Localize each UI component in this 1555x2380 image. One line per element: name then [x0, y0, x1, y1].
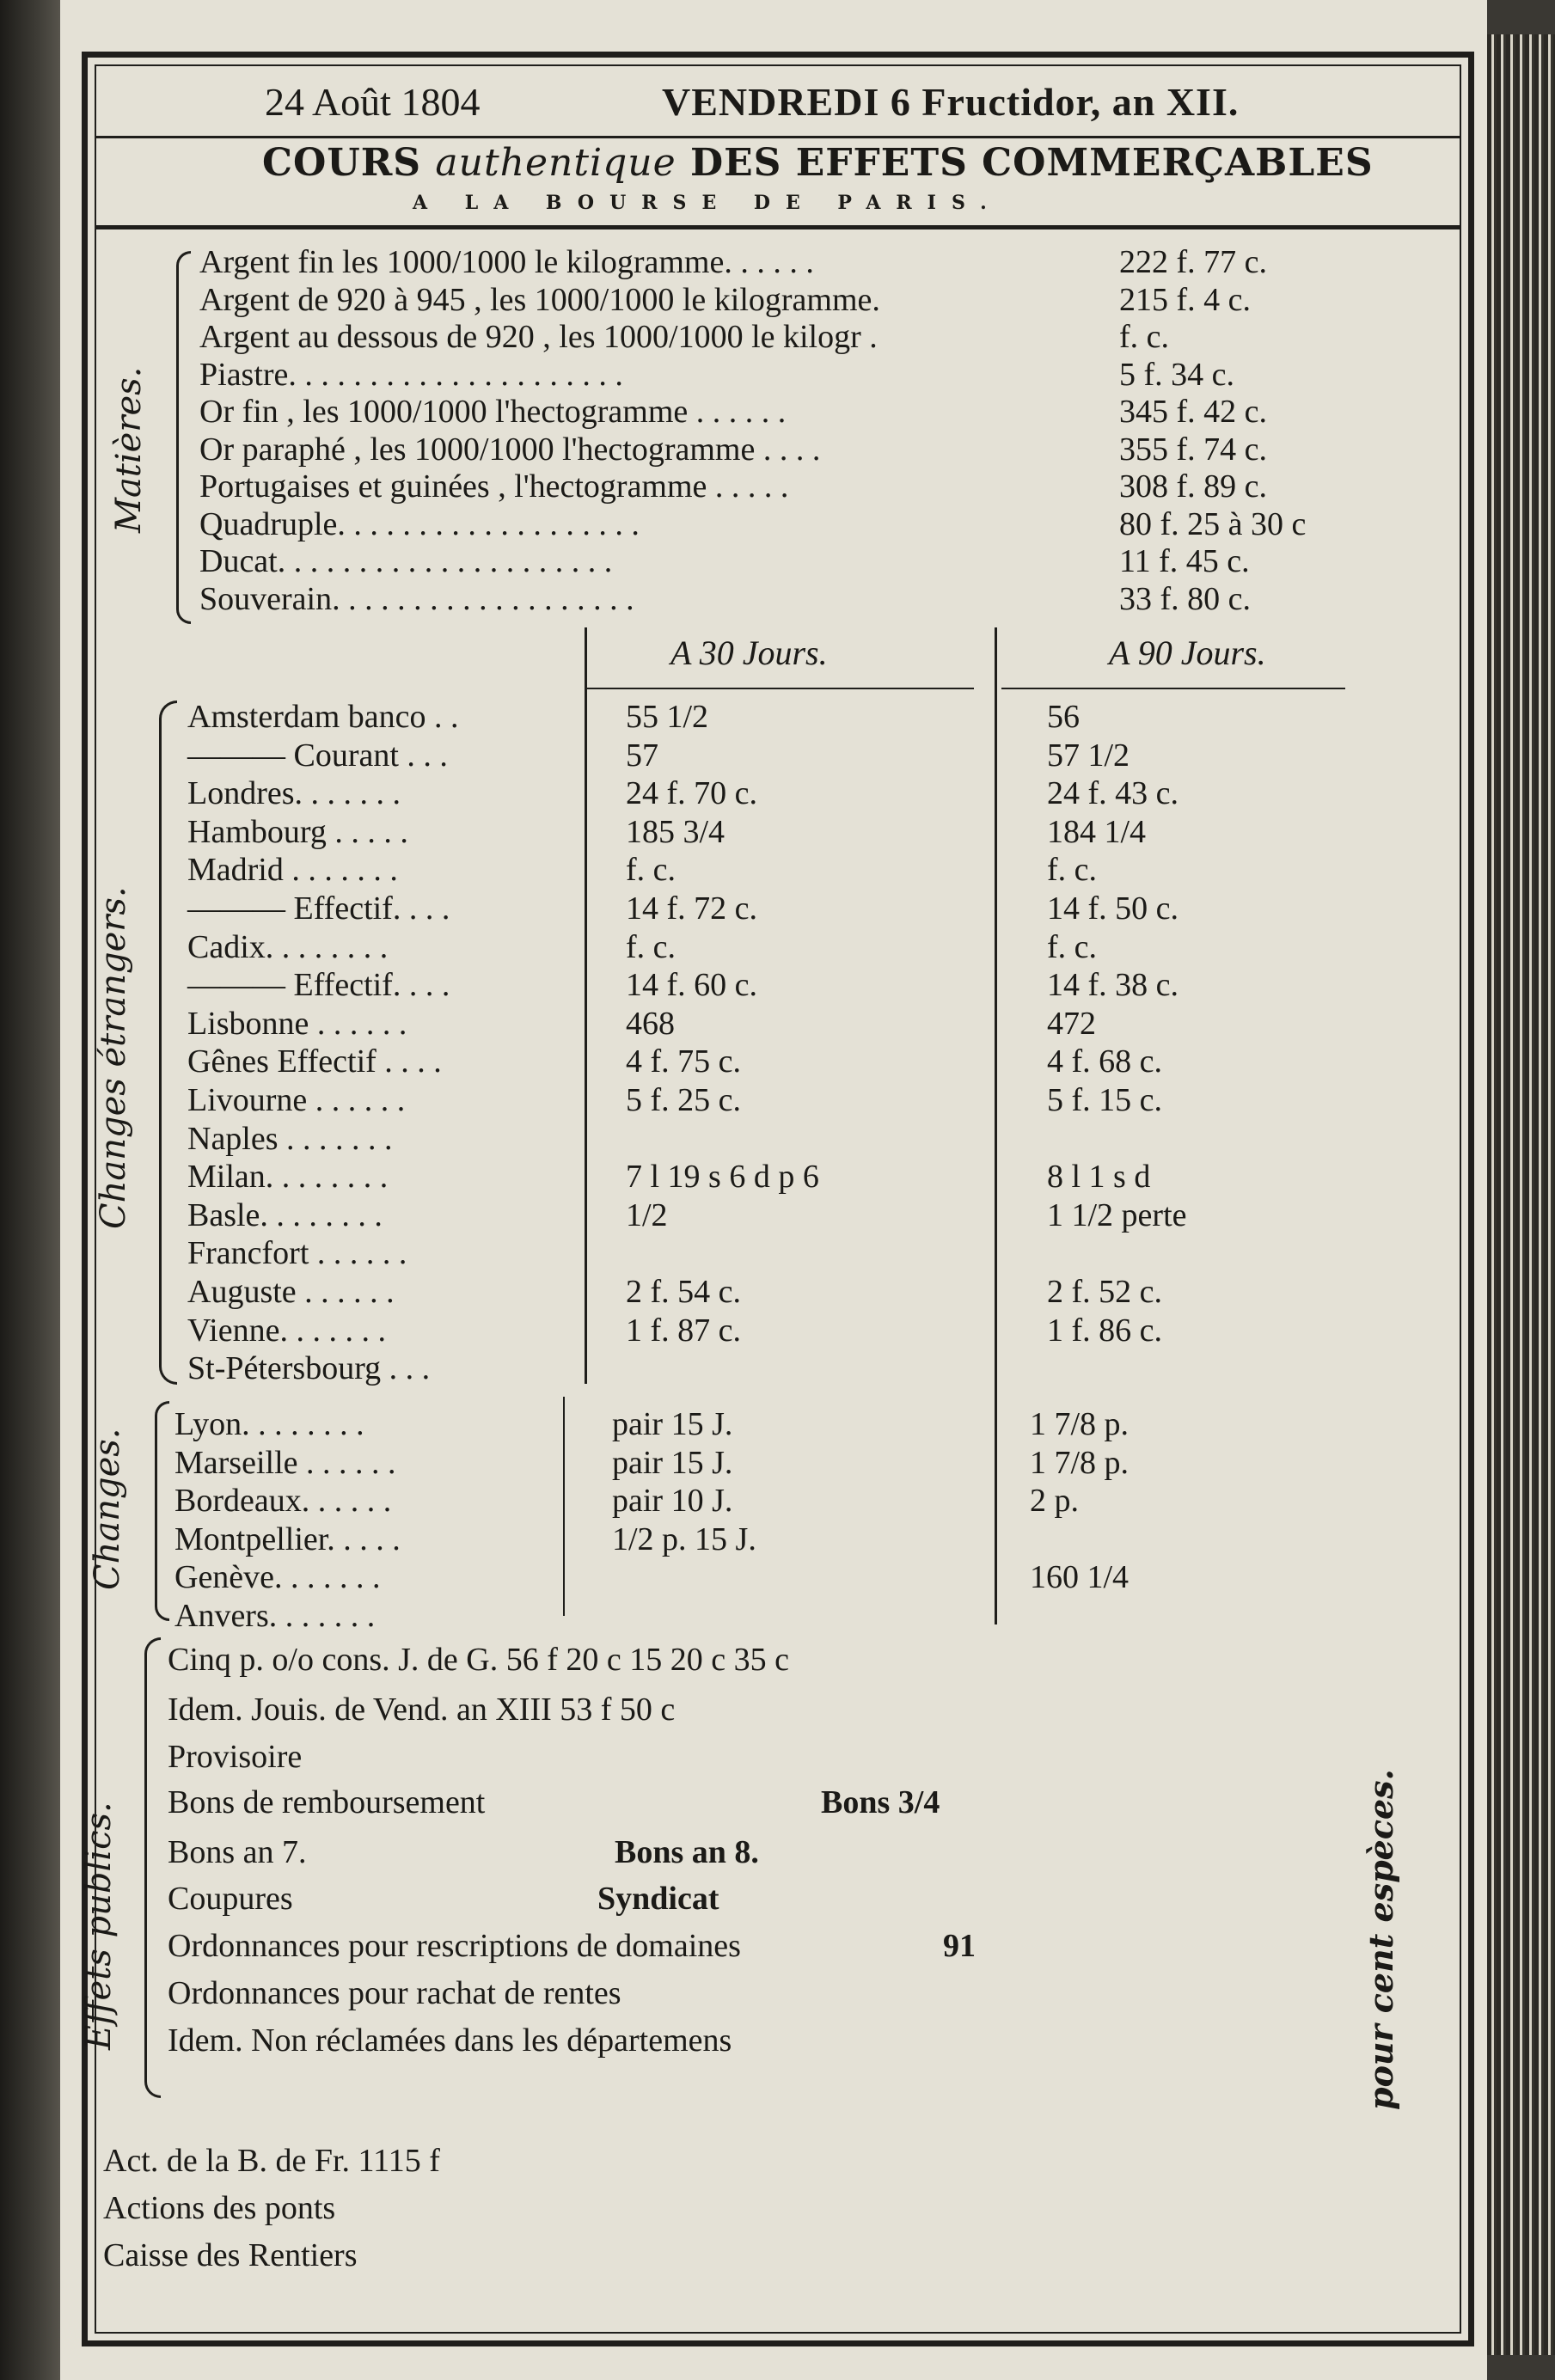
- title-part3: DES EFFETS COMMERÇABLES: [689, 141, 1374, 185]
- matiere-value: 11 f. 45 c.: [1119, 543, 1250, 579]
- change-place: Cadix. . . . . . . .: [187, 928, 389, 965]
- title: [262, 141, 1374, 185]
- matiere-value: 80 f. 25 à 30 c: [1119, 505, 1307, 542]
- change-90-jours: 160 1/4: [1030, 1559, 1130, 1595]
- matiere-value: 345 f. 42 c.: [1119, 394, 1268, 430]
- change-30-jours: 1 f. 87 c.: [626, 1312, 742, 1349]
- change-90-jours: 4 f. 68 c.: [1047, 1043, 1163, 1080]
- matiere-value: 308 f. 89 c.: [1119, 468, 1268, 505]
- matiere-name: Argent fin les 1000/1000 le kilogramme. . . . . .: [199, 244, 814, 280]
- change-place: ——— Effectif. . . .: [187, 890, 450, 927]
- matiere-name: Quadruple. . . . . . . . . . . . . . . . . . .: [199, 505, 640, 542]
- change-90-jours: 184 1/4: [1047, 813, 1147, 850]
- page-edges: [1487, 34, 1555, 2355]
- effet-public-extra: Bons 3/4: [821, 1784, 940, 1820]
- matiere-name: Argent au dessous de 920 , les 1000/1000 le kilogr .: [199, 319, 878, 355]
- matieres-brace: [176, 251, 191, 624]
- change-place: Amsterdam banco . .: [187, 699, 459, 735]
- effet-public-name: Bons de remboursement: [168, 1784, 486, 1820]
- header-rule-1: [96, 136, 1460, 138]
- column-divider-right: [995, 627, 997, 1624]
- change-place: Francfort . . . . . .: [187, 1235, 407, 1272]
- column-divider-left: [585, 627, 587, 1384]
- change-30-jours: pair 15 J.: [612, 1406, 733, 1442]
- effets-publics-brace: [144, 1637, 161, 2098]
- changes-brace: [155, 1401, 169, 1621]
- effet-public-name: Ordonnances pour rachat de rentes: [168, 1975, 621, 2011]
- effet-public-extra: 91: [943, 1928, 976, 1964]
- change-90-jours: 24 f. 43 c.: [1047, 775, 1179, 812]
- matiere-name: Souverain. . . . . . . . . . . . . . . . . . .: [199, 580, 634, 617]
- matieres-label: Matières.: [109, 366, 149, 533]
- change-place: Basle. . . . . . . .: [187, 1196, 383, 1233]
- changes-etrangers-brace: [159, 701, 177, 1385]
- change-place: Gênes Effectif . . . .: [187, 1043, 442, 1080]
- change-90-jours: 57 1/2: [1047, 737, 1130, 774]
- change-place: Lisbonne . . . . . .: [187, 1005, 407, 1042]
- matiere-name: Ducat. . . . . . . . . . . . . . . . . . . . .: [199, 543, 613, 579]
- change-90-jours: 5 f. 15 c.: [1047, 1082, 1163, 1118]
- change-30-jours: 57: [626, 737, 658, 774]
- change-30-jours: 7 l 19 s 6 d p 6: [626, 1159, 819, 1196]
- change-30-jours: 1/2: [626, 1196, 668, 1233]
- change-place: Hambourg . . . . .: [187, 813, 408, 850]
- change-30-jours: 5 f. 25 c.: [626, 1082, 742, 1118]
- change-90-jours: 2 p.: [1030, 1483, 1079, 1519]
- subtitle: A LA BOURSE DE PARIS.: [413, 192, 1002, 214]
- matiere-name: Portugaises et guinées , l'hectogramme . . . . .: [199, 468, 789, 505]
- change-place: Londres. . . . . . .: [187, 775, 401, 812]
- matiere-value: 33 f. 80 c.: [1119, 580, 1252, 617]
- change-30-jours: f. c.: [626, 928, 676, 965]
- effet-public-extra: Bons an 8.: [615, 1834, 759, 1870]
- change-place: Montpellier. . . . .: [174, 1520, 401, 1557]
- change-90-jours: 14 f. 38 c.: [1047, 967, 1179, 1004]
- change-30-jours: f. c.: [626, 852, 676, 889]
- date: 24 Août 1804: [265, 80, 481, 124]
- change-place: Livourne . . . . . .: [187, 1082, 406, 1118]
- change-place: Genève. . . . . . .: [174, 1559, 381, 1595]
- matiere-value: 355 f. 74 c.: [1119, 431, 1268, 468]
- effet-public-name: Cinq p. o/o cons. J. de G. 56 f 20 c 15 20 c 35 c: [168, 1642, 789, 1678]
- change-place: Milan. . . . . . . .: [187, 1159, 389, 1196]
- col90-header: A 90 Jours.: [1109, 633, 1266, 672]
- changes-etrangers-label: Changes étrangers.: [94, 886, 133, 1229]
- matiere-name: Argent de 920 à 945 , les 1000/1000 le kilogramme.: [199, 281, 880, 318]
- header-rule-2: [96, 225, 1460, 229]
- change-30-jours: 2 f. 54 c.: [626, 1274, 742, 1310]
- footer-item: Actions des ponts: [103, 2190, 336, 2226]
- effet-public-name: Provisoire: [168, 1739, 303, 1775]
- matiere-name: Piastre. . . . . . . . . . . . . . . . . . . . .: [199, 356, 623, 393]
- col30-header: A 30 Jours.: [670, 633, 828, 672]
- effet-public-extra: Syndicat: [597, 1881, 719, 1917]
- republican-date: VENDREDI 6 Fructidor, an XII.: [662, 80, 1240, 124]
- effet-public-name: Coupures: [168, 1881, 293, 1917]
- effet-public-name: Idem. Non réclamées dans les départemens: [168, 2022, 732, 2059]
- change-place: ——— Courant . . .: [187, 737, 448, 774]
- change-30-jours: 14 f. 72 c.: [626, 890, 758, 927]
- change-30-jours: 185 3/4: [626, 813, 725, 850]
- effets-side-note: pour cent espèces.: [1362, 1769, 1400, 2110]
- change-30-jours: 4 f. 75 c.: [626, 1043, 742, 1080]
- change-place: Anvers. . . . . . .: [174, 1597, 376, 1634]
- title-part1: COURS: [262, 141, 422, 185]
- change-90-jours: 1 1/2 perte: [1047, 1196, 1187, 1233]
- change-place: Vienne. . . . . . .: [187, 1312, 386, 1349]
- change-place: Naples . . . . . . .: [187, 1120, 393, 1157]
- change-90-jours: 2 f. 52 c.: [1047, 1274, 1163, 1310]
- change-30-jours: 24 f. 70 c.: [626, 775, 758, 812]
- change-30-jours: 14 f. 60 c.: [626, 967, 758, 1004]
- change-place: St-Pétersbourg . . .: [187, 1350, 431, 1387]
- change-30-jours: 468: [626, 1005, 675, 1042]
- col90-rule: [1001, 688, 1345, 689]
- matiere-value: 215 f. 4 c.: [1119, 281, 1252, 318]
- effet-public-name: Idem. Jouis. de Vend. an XIII 53 f 50 c: [168, 1692, 676, 1728]
- matiere-value: 222 f. 77 c.: [1119, 244, 1268, 280]
- change-90-jours: 1 7/8 p.: [1030, 1444, 1130, 1481]
- effet-public-name: Ordonnances pour rescriptions de domaines: [168, 1928, 741, 1964]
- change-place: Bordeaux. . . . . .: [174, 1483, 392, 1519]
- change-30-jours: 55 1/2: [626, 699, 709, 735]
- change-place: Madrid . . . . . . .: [187, 852, 398, 889]
- changes-divider: [563, 1397, 565, 1616]
- change-90-jours: 1 7/8 p.: [1030, 1406, 1130, 1442]
- effets-publics-label: Effets publics.: [79, 1802, 119, 2050]
- matiere-name: Or fin , les 1000/1000 l'hectogramme . . . . . .: [199, 394, 787, 430]
- footer-item: Act. de la B. de Fr. 1115 f: [103, 2143, 440, 2179]
- change-90-jours: 56: [1047, 699, 1080, 735]
- title-part2: authentique: [435, 141, 676, 185]
- changes-label: Changes.: [88, 1428, 127, 1590]
- change-90-jours: 8 l 1 s d: [1047, 1159, 1151, 1196]
- change-90-jours: f. c.: [1047, 928, 1098, 965]
- change-90-jours: 14 f. 50 c.: [1047, 890, 1179, 927]
- matiere-name: Or paraphé , les 1000/1000 l'hectogramme . . . .: [199, 431, 821, 468]
- change-30-jours: 1/2 p. 15 J.: [612, 1520, 756, 1557]
- effet-public-name: Bons an 7.: [168, 1834, 307, 1870]
- change-place: Marseille . . . . . .: [174, 1444, 396, 1481]
- change-90-jours: f. c.: [1047, 852, 1098, 889]
- change-90-jours: 472: [1047, 1005, 1096, 1042]
- matiere-value: f. c.: [1119, 319, 1170, 355]
- book-spine: [0, 0, 60, 2380]
- change-place: Auguste . . . . . .: [187, 1274, 395, 1310]
- change-place: ——— Effectif. . . .: [187, 967, 450, 1004]
- footer-item: Caisse des Rentiers: [103, 2237, 358, 2273]
- change-place: Lyon. . . . . . . .: [174, 1406, 364, 1442]
- matiere-value: 5 f. 34 c.: [1119, 356, 1235, 393]
- col30-rule: [587, 688, 974, 689]
- change-90-jours: 1 f. 86 c.: [1047, 1312, 1163, 1349]
- change-30-jours: pair 10 J.: [612, 1483, 733, 1519]
- change-30-jours: pair 15 J.: [612, 1444, 733, 1481]
